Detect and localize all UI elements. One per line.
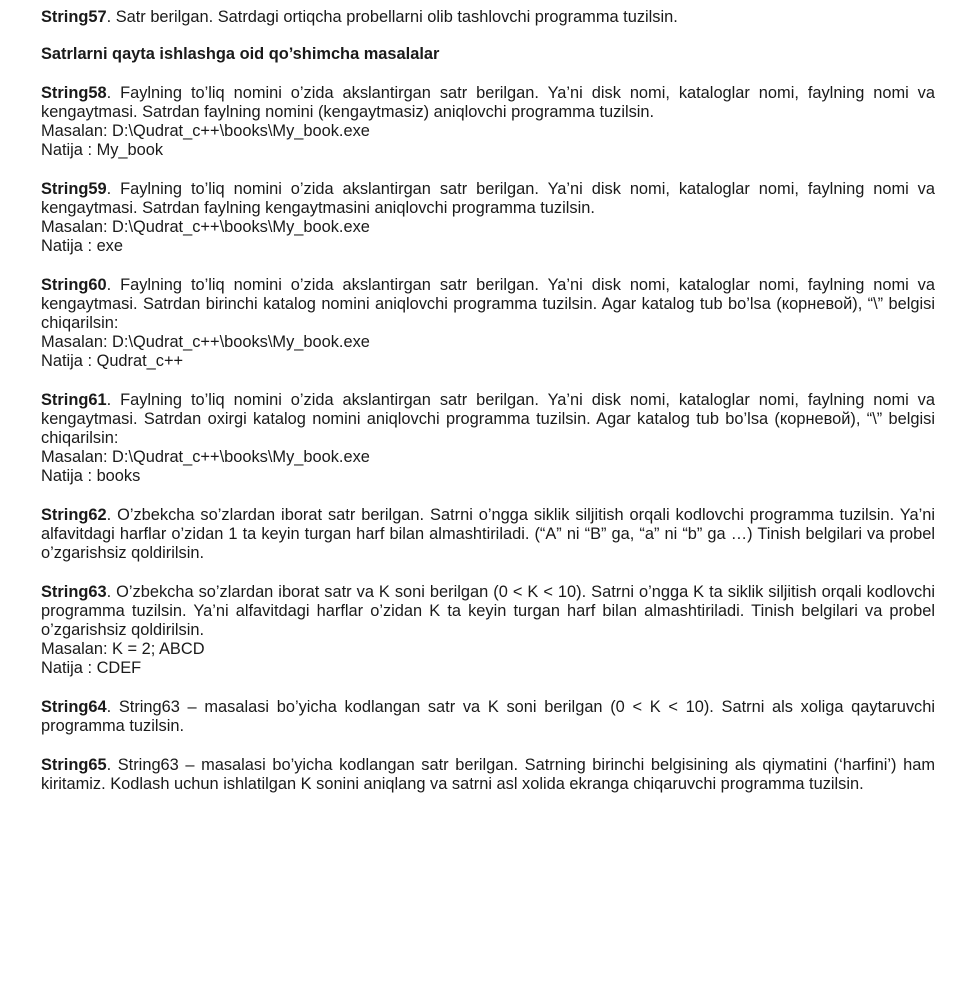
- task-text: . String63 – masalasi bo’yicha kodlangan satr berilgan. Satrning birinchi belgisining als qiymatini (‘harfini’) ham kiritamiz. Kodlash uchun ishlatilgan K sonini aniqlang va satrni asl xolida ekranga chiqaruvchi programma tuzilsin.: [41, 756, 935, 793]
- task-description: [41, 583, 935, 640]
- task-id: String63: [41, 583, 107, 601]
- task-text: . Satr berilgan. Satrdagi ortiqcha probellarni olib tashlovchi programma tuzilsin.: [106, 8, 678, 26]
- task-string65: [41, 756, 935, 794]
- task-string58: [41, 84, 935, 160]
- task-description: [41, 391, 935, 448]
- task-result: Natija : Qudrat_c++: [41, 352, 184, 370]
- task-text: . O’zbekcha so’zlardan iborat satr va K soni berilgan (0 < K < 10). Satrni o’ngga K ta siklik siljitish orqali kodlovchi programma tuzilsin. Ya’ni alfavitdagi harflar o’zidan K ta keyin turgan harf bilan almashtiriladi. Tinish belgilari va probel o’zgarishsiz qoldirilsin.: [41, 583, 935, 639]
- task-id: String62: [41, 506, 107, 524]
- task-text: . O’zbekcha so’zlardan iborat satr berilgan. Satrni o’ngga siklik siljitish orqali kodlovchi programma tuzilsin. Ya’ni alfavitdagi harflar o’zidan 1 ta keyin turgan harf bilan almashtiriladi. (“A” ni “B” ga, “a” ni “b” ga …) Tinish belgilari va probel o’zgarishsiz qoldirilsin.: [41, 506, 935, 562]
- task-example: Masalan: K = 2; ABCD: [41, 640, 205, 658]
- task-result: Natija : books: [41, 467, 141, 485]
- task-description: [41, 276, 935, 333]
- task-description: [41, 698, 935, 736]
- task-id: String65: [41, 756, 107, 774]
- section-title: Satrlarni qayta ishlashga oid qo’shimcha masalalar: [41, 45, 440, 63]
- task-result: Natija : My_book: [41, 141, 164, 159]
- task-text: . Faylning to’liq nomini o’zida akslantirgan satr berilgan. Ya’ni disk nomi, kataloglar nomi, faylning nomi va kengaytmasi. Satrdan faylning nomini (kengaytmasiz) aniqlovchi programma tuzilsin.: [41, 84, 935, 121]
- task-id: String64: [41, 698, 107, 716]
- task-example: Masalan: D:\Qudrat_c++\books\My_book.exe: [41, 448, 370, 466]
- task-text: . Faylning to’liq nomini o’zida akslantirgan satr berilgan. Ya’ni disk nomi, kataloglar nomi, faylning nomi va kengaytmasi. Satrdan oxirgi katalog nomini aniqlovchi programma tuzilsin. Agar katalog tub bo’lsa (корневой), “\” belgisi chiqarilsin:: [41, 391, 935, 447]
- task-string64: [41, 698, 935, 736]
- task-result: Natija : CDEF: [41, 659, 142, 677]
- task-example: Masalan: D:\Qudrat_c++\books\My_book.exe: [41, 218, 370, 236]
- task-string63: [41, 583, 935, 678]
- task-description: [41, 756, 935, 794]
- task-string57: [41, 8, 935, 27]
- task-id: String61: [41, 391, 107, 409]
- task-text: . Faylning to’liq nomini o’zida akslantirgan satr berilgan. Ya’ni disk nomi, kataloglar nomi, faylning nomi va kengaytmasi. Satrdan birinchi katalog nomini aniqlovchi programma tuzilsin. Agar katalog tub bo’lsa (корневой), “\” belgisi chiqarilsin:: [41, 276, 935, 332]
- task-id: String57: [41, 8, 107, 26]
- task-text: . Faylning to’liq nomini o’zida akslantirgan satr berilgan. Ya’ni disk nomi, kataloglar nomi, faylning nomi va kengaytmasi. Satrdan faylning kengaytmasini aniqlovchi programma tuzilsin.: [41, 180, 935, 217]
- task-description: [41, 180, 935, 218]
- task-example: Masalan: D:\Qudrat_c++\books\My_book.exe: [41, 333, 370, 351]
- task-description: [41, 506, 935, 563]
- task-string62: [41, 506, 935, 563]
- task-example: Masalan: D:\Qudrat_c++\books\My_book.exe: [41, 122, 370, 140]
- task-id: String59: [41, 180, 107, 198]
- task-result: Natija : exe: [41, 237, 123, 255]
- task-id: String60: [41, 276, 107, 294]
- task-string61: [41, 391, 935, 486]
- task-description: [41, 84, 935, 122]
- task-text: . String63 – masalasi bo’yicha kodlangan satr va K soni berilgan (0 < K < 10). Satrni als xoliga qaytaruvchi programma tuzilsin.: [41, 698, 935, 735]
- task-string60: [41, 276, 935, 371]
- task-string59: [41, 180, 935, 256]
- task-id: String58: [41, 84, 107, 102]
